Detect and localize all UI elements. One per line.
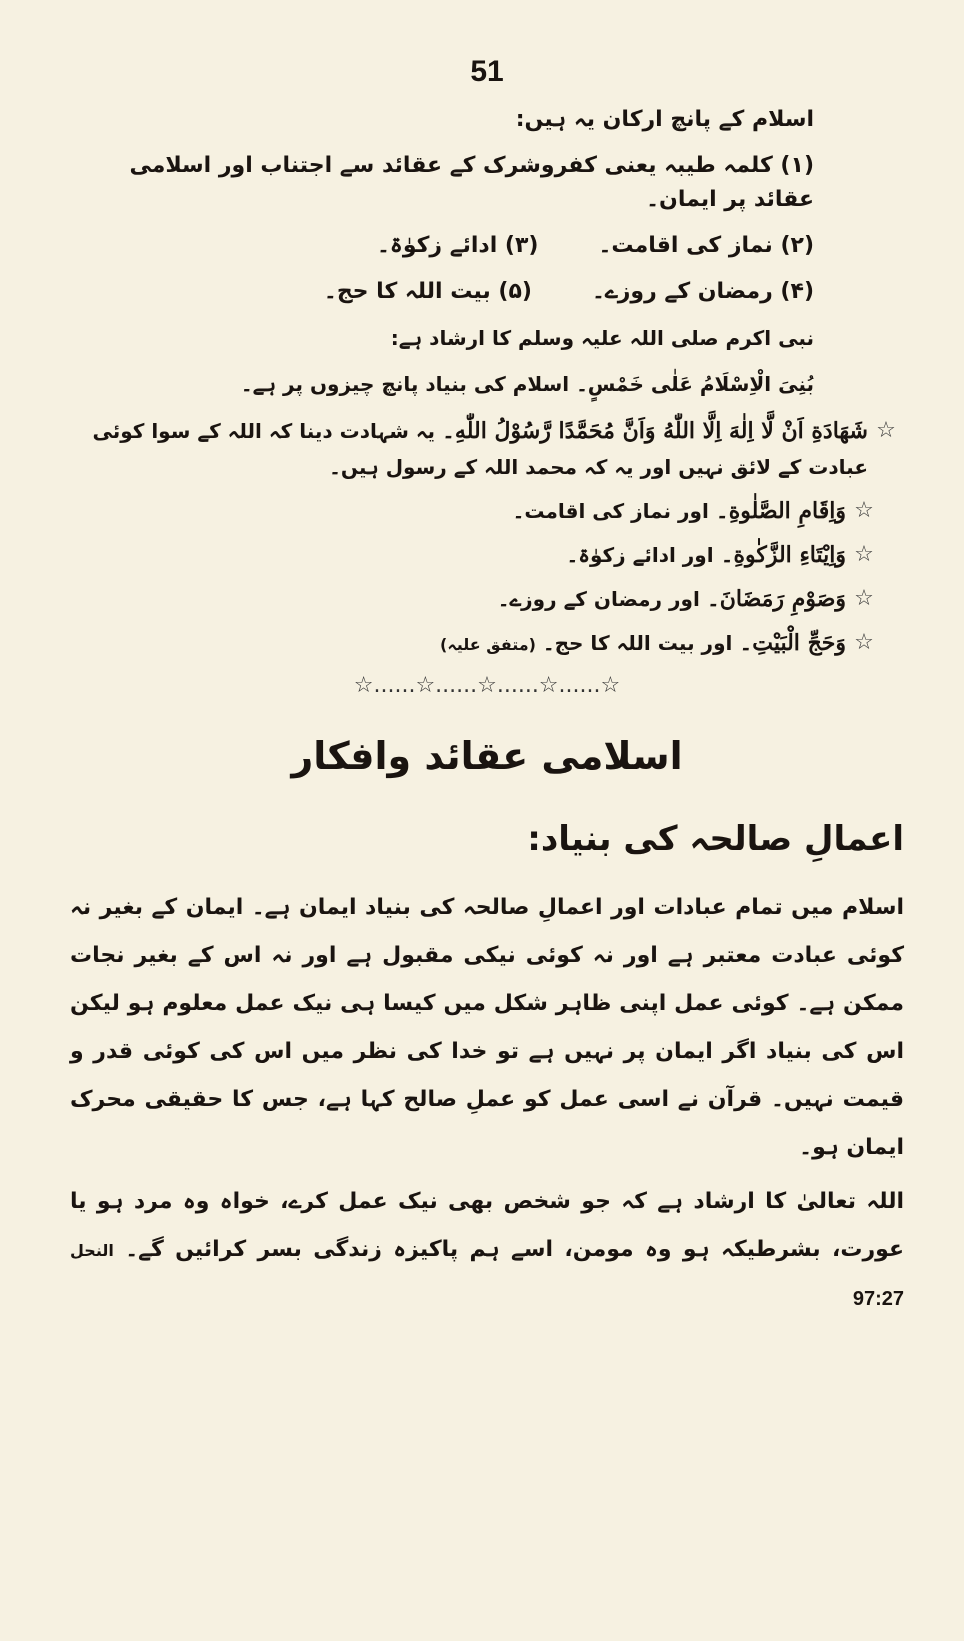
arabic-text: وَحَجِّ الْبَيْتِ۔: [739, 630, 846, 656]
urdu-text: یہ شہادت دینا کہ اللہ کے سوا کوئی: [92, 419, 436, 443]
urdu-text: اور رمضان کے روزے۔: [497, 587, 700, 611]
quran-reference-surah: النحل: [70, 1241, 114, 1260]
hadith-item-1-cont: عبادت کے لائق نہیں اور یہ کہ محمد اللہ کے رسول ہیں۔: [329, 455, 868, 479]
hadith-item-4: [70, 581, 904, 617]
arabic-text: وَصَوْمِ رَمَضَانَ۔: [706, 586, 846, 612]
arabic-text: شَهَادَةِ اَنْ لَّا اِلٰهَ اِلَّا اللّٰهُ وَاَنَّ مُحَمَّدًا رَّسُوْلُ اللّٰهِ۔: [442, 418, 868, 444]
star-separator: ☆......☆......☆......☆......☆: [353, 673, 621, 698]
pillar-5: (۵) بیت اللہ کا حج۔: [323, 279, 532, 304]
page-number: 51: [470, 55, 504, 88]
hadith-main: بُنِیَ الْاِسْلَامُ عَلٰی خَمْسٍ۔ اسلام کی بنیاد پانچ چیزوں پر ہے۔: [240, 372, 814, 396]
hadith-item-3: [70, 537, 904, 573]
pillars-intro: اسلام کے پانچ ارکان یہ ہیں:: [515, 107, 814, 132]
hadith-item-2: [70, 493, 904, 529]
arabic-text: وَاِقَامِ الصَّلٰوةِ۔: [715, 498, 846, 524]
hadith-item-1: [70, 413, 904, 485]
pillar-row-2-3: [70, 229, 814, 263]
reference: (متفق علیہ): [440, 635, 536, 654]
paragraph-2: [70, 1178, 904, 1323]
chapter-title: اسلامی عقائد وافکار: [291, 734, 683, 778]
urdu-text: اور نماز کی اقامت۔: [512, 499, 709, 523]
arabic-text: وَاِيْتَاءِ الزَّكٰوةِ۔: [720, 542, 846, 568]
star-icon: ☆: [854, 630, 874, 655]
pillar-4: (۴) رمضان کے روزے۔: [591, 279, 814, 304]
pillar-2: (۲) نماز کی اقامت۔: [598, 233, 814, 258]
pillars-section: [70, 103, 904, 401]
urdu-text: اور ادائے زکوٰۃ۔: [566, 543, 714, 567]
hadith-list: [70, 413, 904, 663]
hadith-intro: نبی اکرم صلی اللہ علیہ وسلم کا ارشاد ہے:: [390, 326, 814, 350]
paragraph-2-text: اللہ تعالیٰ کا ارشاد ہے کہ جو شخص بھی نیک عمل کرے، خواہ وہ مرد ہو یا عورت، بشرطیکہ ہو وہ مومن، اسے ہم پاکیزہ زندگی بسر کرائیں گے۔: [70, 1189, 904, 1262]
pillar-3: (۳) ادائے زکوٰۃ۔: [377, 233, 539, 258]
star-icon: ☆: [854, 586, 874, 611]
star-icon: ☆: [854, 542, 874, 567]
star-icon: ☆: [854, 498, 874, 523]
section-heading: اعمالِ صالحہ کی بنیاد:: [527, 819, 904, 859]
pillar-1: (۱) کلمہ طیبہ یعنی کفروشرک کے عقائد سے اجتناب اور اسلامی عقائد پر ایمان۔: [129, 153, 814, 212]
urdu-text: اور بیت اللہ کا حج۔: [542, 631, 733, 655]
star-icon: ☆: [876, 418, 896, 443]
hadith-item-5: [70, 625, 904, 663]
paragraph-1: اسلام میں تمام عبادات اور اعمالِ صالحہ کی بنیاد ایمان ہے۔ ایمان کے بغیر نہ کوئی عبادت معتبر ہے اور نہ کوئی نیکی مقبول ہے اور نہ اس کے بغیر نجات ممکن ہے۔ کوئی عمل اپنی ظاہر شکل میں کیسا ہی نیک عمل معلوم ہو لیکن اس کی بنیاد اگر ایمان پر نہیں ہے تو خدا کی نظر میں اس کی کوئی قدر و قیمت نہیں۔ قرآن نے اسی عمل کو عملِ صالح کہا ہے، جس کا حقیقی محرک ایمان ہو۔: [70, 895, 904, 1160]
pillar-row-4-5: [70, 275, 814, 309]
quran-reference-number: 97:27: [852, 1288, 904, 1310]
